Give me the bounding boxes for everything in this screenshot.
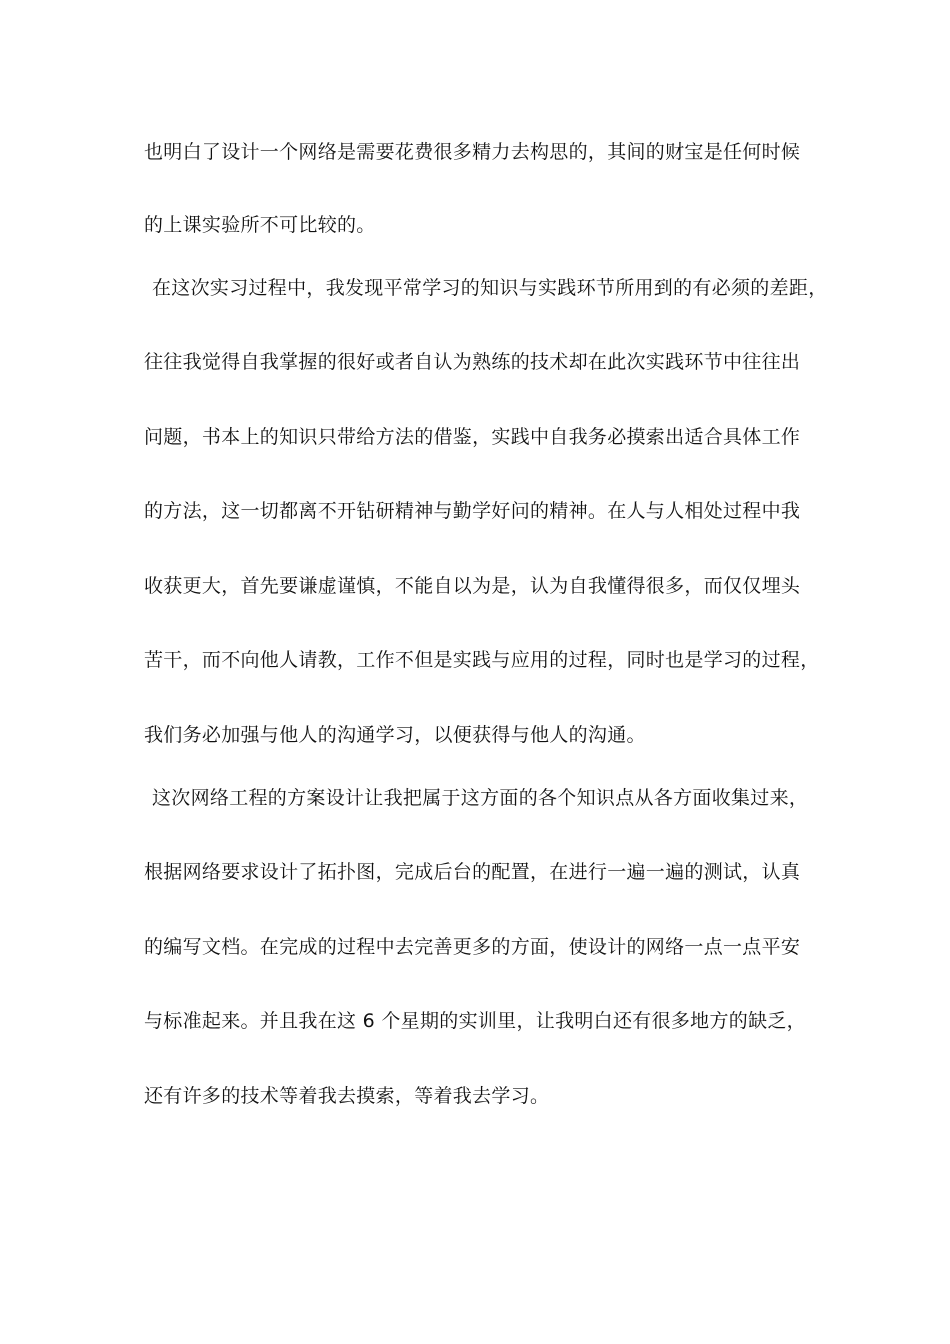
text-line: 问题，书本上的知识只带给方法的借鉴，实践中自我务必摸索出适合具体工作 [144,426,801,448]
text-line: 往往我觉得自我掌握的很好或者自认为熟练的技术却在此次实践环节中往往出 [144,351,801,373]
text-line: 还有许多的技术等着我去摸索，等着我去学习。 [144,1085,550,1107]
text-line: 的上课实验所不可比较的。 [144,214,376,236]
text-line: 也明白了设计一个网络是需要花费很多精力去构思的，其间的财宝是任何时候 [144,141,801,163]
text-line: 的编写文档。在完成的过程中去完善更多的方面，使设计的网络一点一点平安 [144,936,801,958]
text-line: 与标准起来。并且我在这 6 个星期的实训里，让我明白还有很多地方的缺乏， [144,1010,806,1032]
text-line: 收获更大，首先要谦虚谨慎，不能自以为是，认为自我懂得很多，而仅仅埋头 [144,575,801,597]
text-line: 根据网络要求设计了拓扑图，完成后台的配置，在进行一遍一遍的测试，认真 [144,861,801,883]
paragraph-start-line: 这次网络工程的方案设计让我把属于这方面的各个知识点从各方面收集过来， [152,787,809,809]
text-line: 苦干，而不向他人请教，工作不但是实践与应用的过程，同时也是学习的过程， [144,649,820,671]
text-line: 的方法，这一切都离不开钻研精神与勤学好问的精神。在人与人相处过程中我 [144,500,801,522]
text-line: 我们务必加强与他人的沟通学习，以便获得与他人的沟通。 [144,724,646,746]
paragraph-start-line: 在这次实习过程中，我发现平常学习的知识与实践环节所用到的有必须的差距， [152,277,828,299]
